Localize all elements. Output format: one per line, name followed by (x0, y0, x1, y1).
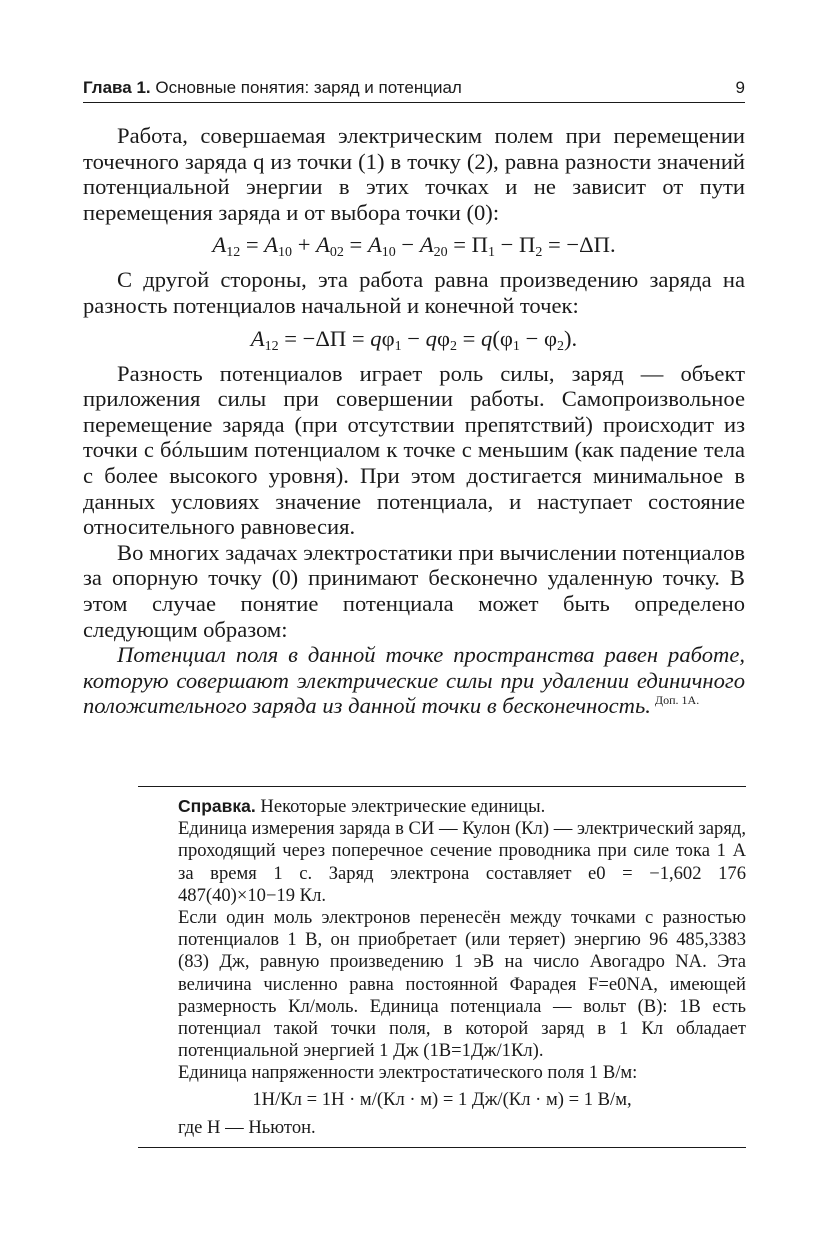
definition-paragraph (83, 642, 745, 719)
supplement-note: Доп. 1А. (654, 693, 700, 708)
reference-paragraph-4: где Н — Ньютон. (178, 1116, 316, 1138)
reference-paragraph-2: Если один моль электронов перенесён между точками с разностью потенциалов 1 В, он приобретает (или теряет) энергию 96 485,3383 (83) Дж, равную произведению 1 эВ на число Авогадро NA. Эта величина численно равна постоянной Фарадея F=e0NA, имеющей размерность Кл/моль. Единица потенциала — вольт (В): 1В есть потенциал такой точки поля, в которой заряд в 1 Кл обладает потенциальной энергией 1 Дж (1В=1Дж/1Кл). (178, 907, 746, 1062)
main-text (83, 123, 745, 719)
reference-subtitle: Некоторые электрические единицы. (255, 796, 546, 817)
reference-box (138, 786, 746, 1148)
reference-formula: 1Н/Кл = 1Н · м/(Кл · м) = 1 Дж/(Кл · м) = 1 В/м, (252, 1088, 632, 1110)
formula-1: $A_{12} = A_{10} + A_{02} = A_{10} - A_{20} = П_1 - П_2 = -\Delta П$. (212, 232, 616, 261)
formula-2: $A_{12} = -\Delta П = q\varphi_1 - q\varphi_2 = q(\varphi_1 - \varphi_2)$. (250, 325, 578, 354)
reference-title: Справка. (178, 796, 256, 816)
reference-paragraph-1: Единица измерения заряда в СИ — Кулон (Кл) — электрический заряд, проходящий через поперечное сечение проводника при силе тока 1 А за время 1 с. Заряд электрона составляет e0 = −1,602 176 487(40)×10−19 Кл. (178, 818, 746, 906)
running-header (83, 78, 745, 103)
reference-title-line (178, 795, 746, 818)
chapter-heading (83, 78, 462, 98)
book-page (83, 78, 745, 719)
reference-paragraph-3: Единица напряженности электростатического поля 1 В/м: (178, 1062, 638, 1084)
paragraph-2: С другой стороны, эта работа равна произведению заряда на разность потенциалов начальной и конечной точек: (83, 267, 745, 318)
paragraph-3: Разность потенциалов играет роль силы, заряд — объект приложения силы при совершении работы. Самопроизвольное перемещение заряда (при отсутствии препятствий) происходит из точки с бóльшим потенциалом к точке с меньшим (как падение тела с более высокого уровня). При этом достигается минимальное в данных условиях значение потенциала, и наступает состояние относительного равновесия. (83, 360, 745, 540)
paragraph-4: Во многих задачах электростатики при вычислении потенциалов за опорную точку (0) принимают бесконечно удаленную точку. В этом случае понятие потенциала может быть определено следующим образом: (83, 539, 745, 642)
paragraph-1: Работа, совершаемая электрическим полем при перемещении точечного заряда q из точки (1) в точку (2), равна разности значений потенциальной энергии в этих точках и не зависит от пути перемещения заряда и от выбора точки (0): (83, 123, 745, 225)
chapter-number: Глава 1. (83, 78, 151, 97)
chapter-title: Основные понятия: заряд и потенциал (150, 78, 462, 97)
definition-text: Потенциал поля в данной точке пространства равен работе, которую совершают электрические силы при удалении единичного положительного заряда из данной точки в бесконечность. (83, 642, 745, 719)
page-number: 9 (735, 78, 745, 97)
